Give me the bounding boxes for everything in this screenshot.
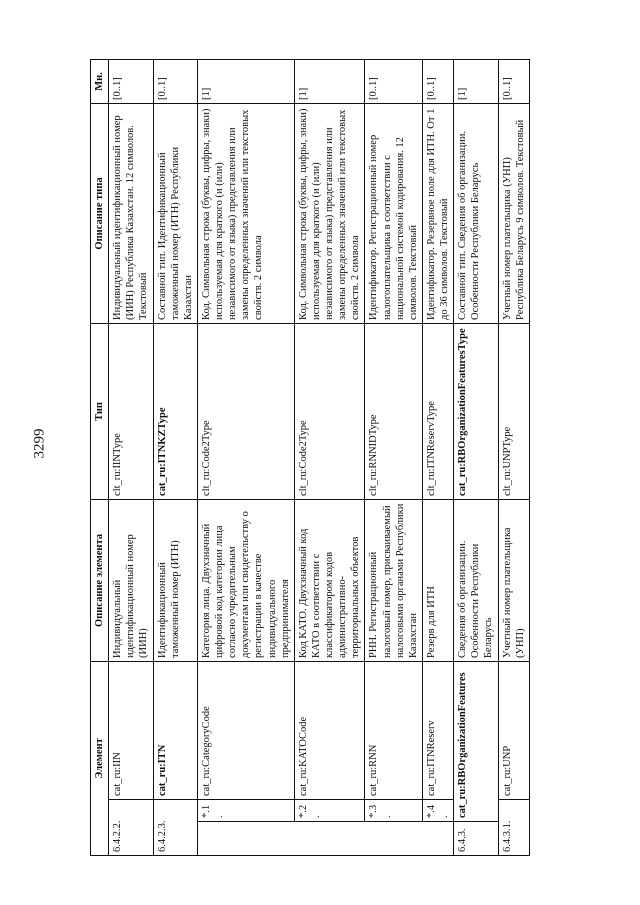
rotated-table-container: [90, 60, 560, 856]
row-number: [365, 822, 423, 856]
element-name: cat_ru:IIN: [109, 661, 153, 799]
element-description: Идентификационный таможенный номер (ИТН): [153, 499, 197, 661]
type-name: clt_ru:ITNReservType: [422, 323, 453, 499]
element-description: Сведения об организации. Особенности Республики Беларусь: [454, 499, 498, 661]
sub-number: *.4.: [422, 800, 453, 822]
sub-number: *.3.: [365, 800, 423, 822]
type-description: Идентификатор. Регистрационный номер налогоплательщика в соответствии с национальной системой кодирования. 12 символов. Текстовый: [365, 103, 423, 323]
sub-number: *.1.: [197, 800, 294, 822]
type-name: clt_ru:UNPType: [498, 323, 529, 499]
multiplicity: [0..1]: [153, 59, 197, 103]
type-description: Составной тип. Идентификационный таможенный номер (ИТН) Республики Казахстан: [153, 103, 197, 323]
multiplicity: [0..1]: [422, 59, 453, 103]
type-description: Составной тип. Сведения об организации. Особенности Республики Беларусь: [454, 103, 498, 323]
element-name: cat_ru:UNP: [498, 661, 529, 799]
element-description: Код КАТО. Двухзначный код КАТО в соответствии с классификатором кодов административно-территориальных объектов: [294, 499, 365, 661]
multiplicity: [0..1]: [109, 59, 153, 103]
type-name: clt_ru:RNNIDType: [365, 323, 423, 499]
type-name: clt_ru:IINType: [109, 323, 153, 499]
row-number: 6.4.2.2.: [109, 800, 153, 856]
col-header-mult: Мн.: [91, 59, 109, 103]
row-number: 6.4.3.1.: [498, 800, 529, 856]
element-description: РНН. Регистрационный налоговый номер, присваиваемый налоговыми органами Республики Казахстан: [365, 499, 423, 661]
type-description: Учетный номер плательщика (УНП) Республика Беларусь 9 символов. Текстовый: [498, 103, 529, 323]
type-name: cat_ru:ITNKZType: [153, 323, 197, 499]
table-row: [109, 59, 153, 855]
row-number: 6.4.2.3.: [153, 800, 197, 856]
col-header-element: Элемент: [91, 661, 109, 855]
type-name: clt_ru:Code2Type: [294, 323, 365, 499]
element-name: cat_ru:KATOCode: [294, 661, 365, 799]
col-header-element-desc: Описание элемента: [91, 499, 109, 661]
type-name: cat_ru:RBOrganizationFeaturesType: [454, 323, 498, 499]
type-description: Код. Символьная строка (буквы, цифры, знаки) используемая для краткого (и (или) независимого от языка) представления или замены определенных значений или текстовых свойств. 2 символа: [197, 103, 294, 323]
element-name: cat_ru:ITNReserv: [422, 661, 453, 799]
multiplicity: [0..1]: [365, 59, 423, 103]
multiplicity: [0..1]: [498, 59, 529, 103]
element-name: cat_ru:CategoryCode: [197, 661, 294, 799]
element-name: cat_ru:RBOrganizationFeatures: [454, 661, 498, 821]
table-row: [454, 59, 498, 855]
element-name: cat_ru:RNN: [365, 661, 423, 799]
page-number: 3299: [31, 428, 48, 459]
element-description: Резерв для ИТН: [422, 499, 453, 661]
multiplicity: [1]: [197, 59, 294, 103]
table-row: [365, 59, 423, 855]
header-row: [91, 59, 109, 855]
element-name: cat_ru:ITN: [153, 661, 197, 799]
row-number: [197, 822, 294, 856]
type-description: Идентификатор. Резервное поле для ИТН. От 1 до 36 символов. Текстовый: [422, 103, 453, 323]
row-number: [422, 822, 453, 856]
sub-number: *.2.: [294, 800, 365, 822]
row-number: 6.4.3.: [454, 822, 498, 856]
table-row: [294, 59, 365, 855]
table-row: [422, 59, 453, 855]
table-row: [153, 59, 197, 855]
element-description: Категория лица. Двухзначный цифровой код категории лица согласно учредительным документам или свидетельству о регистрации в качестве индивидуального предпринимателя: [197, 499, 294, 661]
col-header-type: Тип: [91, 323, 109, 499]
table-row: [498, 59, 529, 855]
col-header-type-desc: Описание типа: [91, 103, 109, 323]
elements-table: [90, 59, 530, 856]
row-number: [294, 822, 365, 856]
multiplicity: [1]: [454, 59, 498, 103]
type-description: Код. Символьная строка (буквы, цифры, знаки) используемая для краткого (и (или) независимого от языка) представления или замены определенных значений или текстовых свойств. 2 символа: [294, 103, 365, 323]
type-description: Индивидуальный идентификационный номер (ИИН) Республика Казахстан. 12 символов. Текстовый: [109, 103, 153, 323]
multiplicity: [1]: [294, 59, 365, 103]
type-name: clt_ru:Code2Type: [197, 323, 294, 499]
element-description: Учетный номер плательщика (УНП): [498, 499, 529, 661]
element-description: Индивидуальный идентификационный номер (ИИН): [109, 499, 153, 661]
table-row: [197, 59, 294, 855]
